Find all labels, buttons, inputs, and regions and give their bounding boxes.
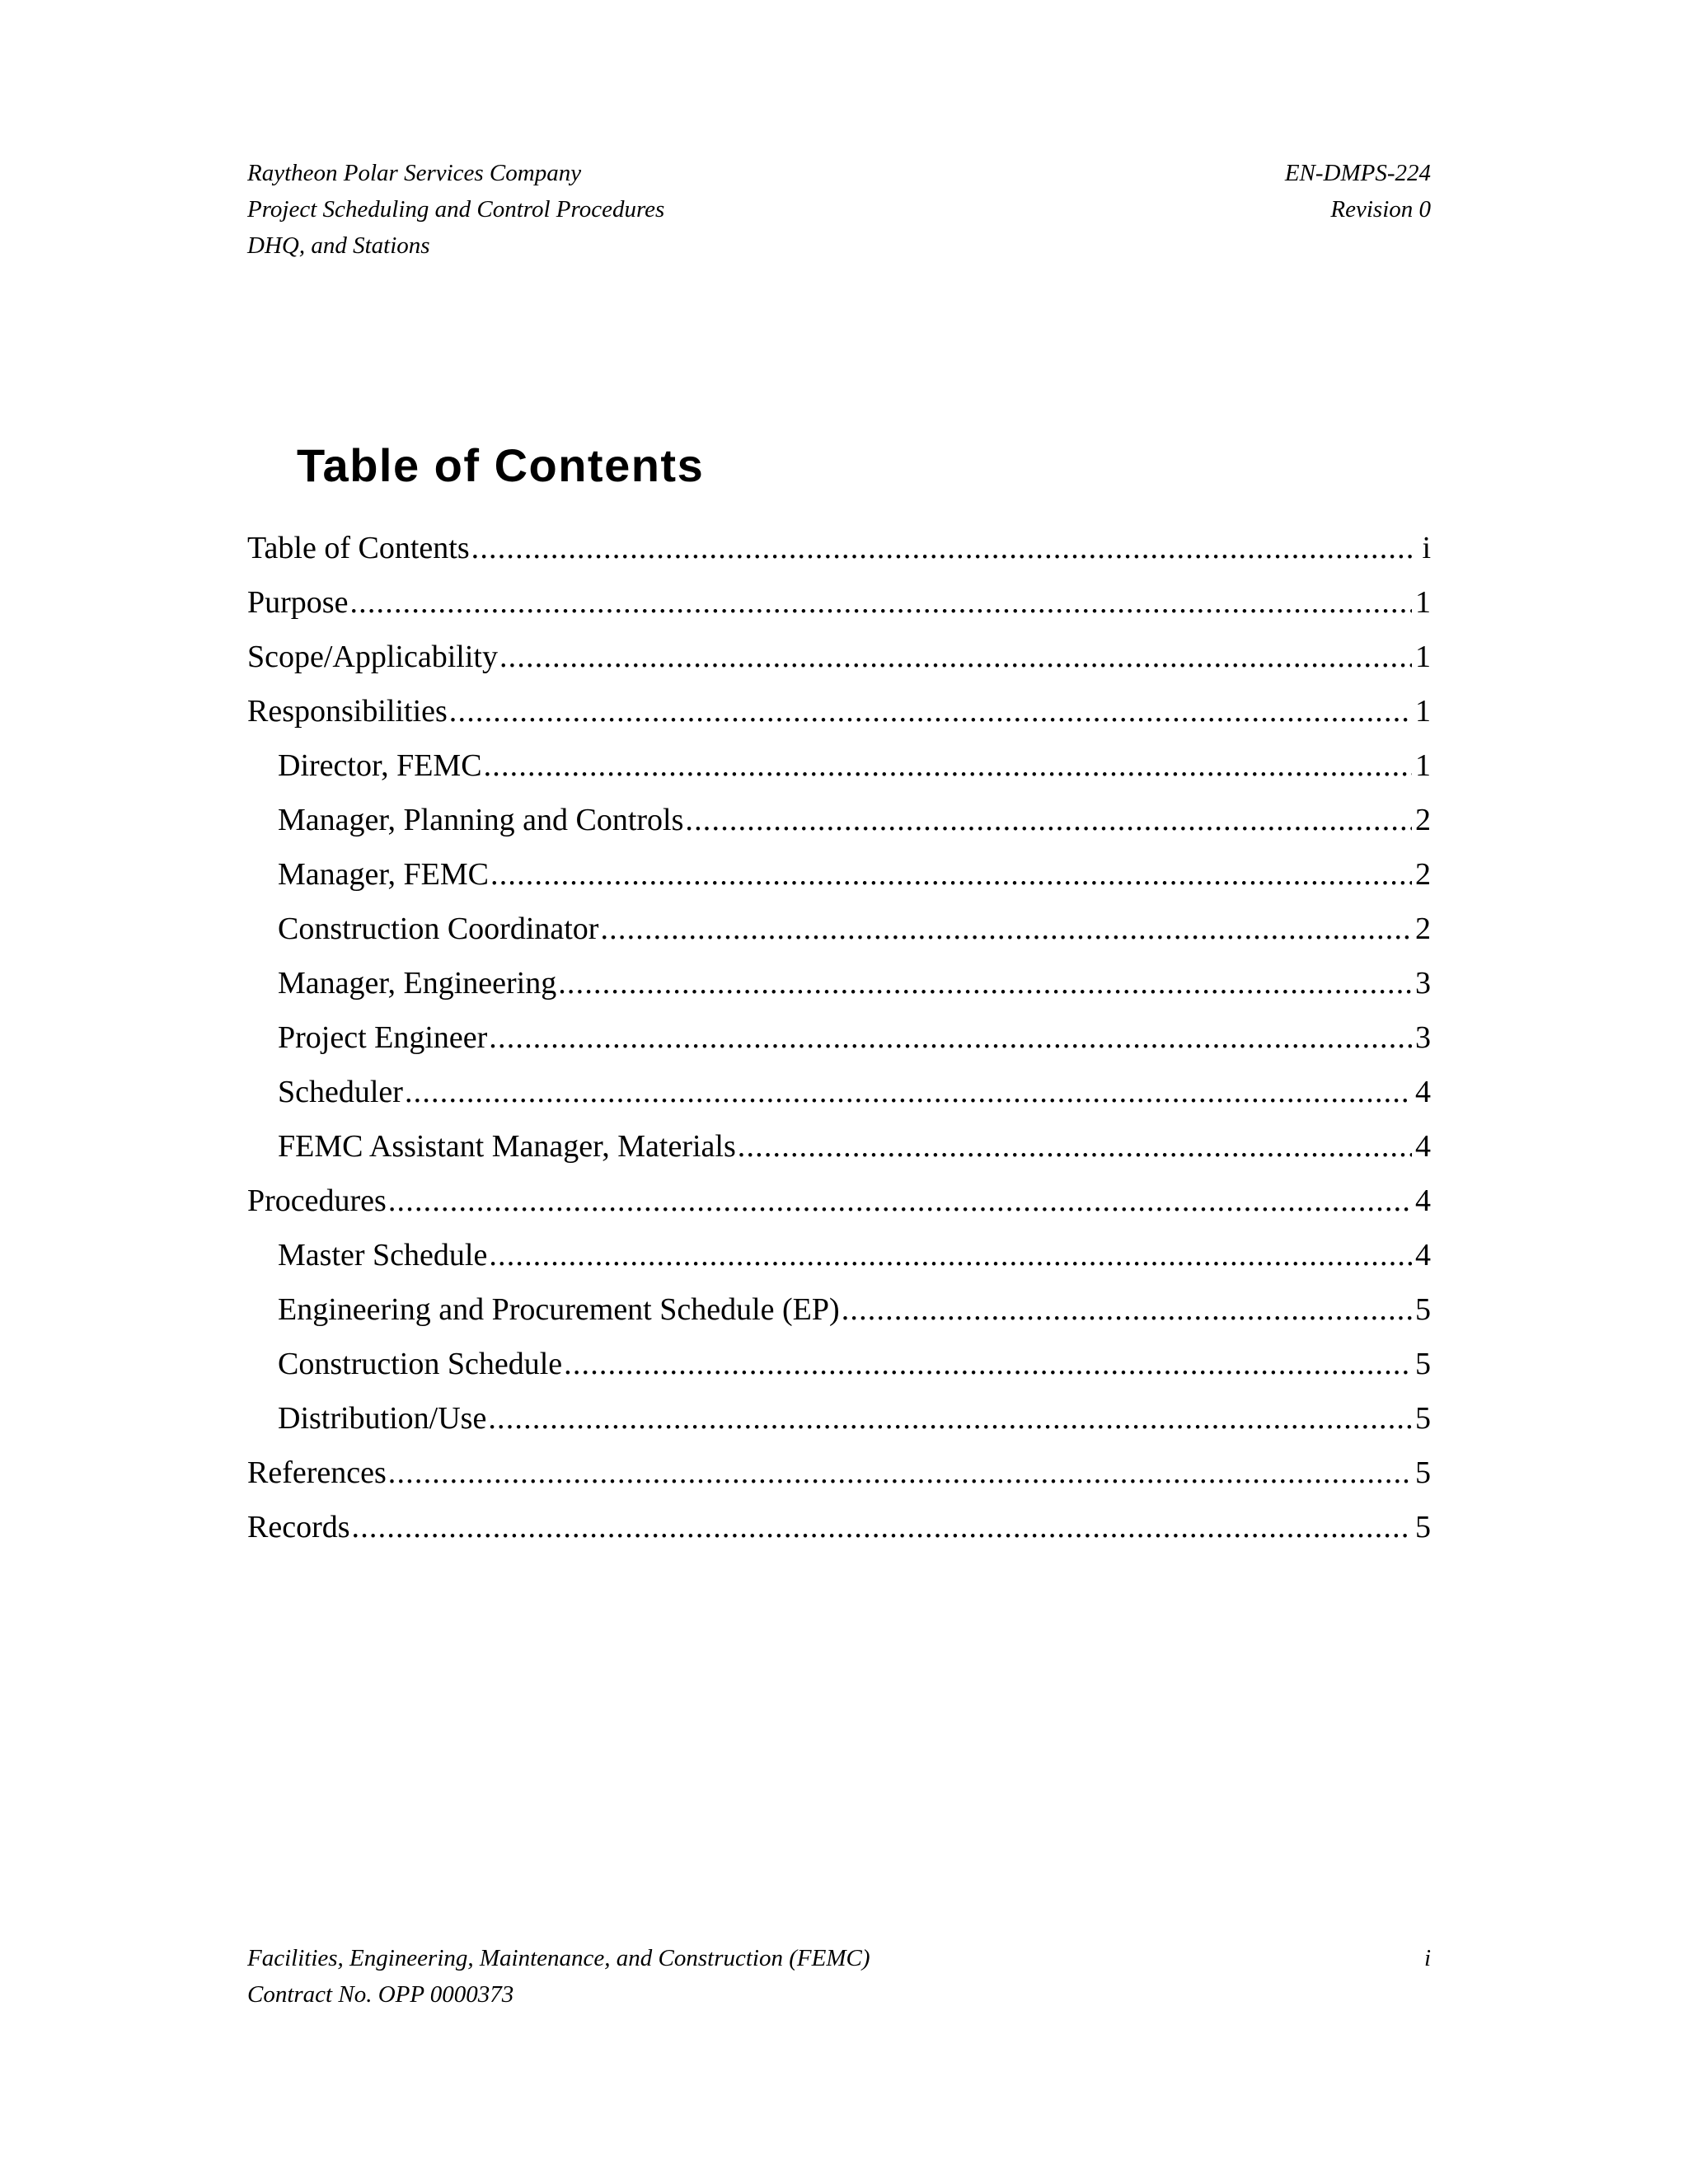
toc-entry-label: Table of Contents — [247, 531, 470, 565]
toc-dot-leader — [405, 1065, 1412, 1119]
toc-entry-label: Master Schedule — [278, 1238, 488, 1272]
toc-entry-label: Project Engineer — [278, 1020, 488, 1055]
toc-entry[interactable] — [247, 1174, 1431, 1228]
toc-entry-page: 4 — [1415, 1238, 1431, 1272]
toc-dot-leader — [685, 793, 1412, 847]
toc-entry-page: 2 — [1415, 803, 1431, 837]
toc-dot-leader — [489, 1228, 1412, 1282]
toc-entry-page: i — [1422, 531, 1431, 565]
toc-entry-page: 4 — [1415, 1183, 1431, 1218]
header-document-title: Project Scheduling and Control Procedures — [247, 196, 665, 223]
toc-entry-label: FEMC Assistant Manager, Materials — [278, 1129, 736, 1164]
header-document-number: EN-DMPS-224 — [1284, 160, 1431, 186]
toc-dot-leader — [499, 630, 1412, 684]
toc-entry[interactable] — [247, 1500, 1431, 1554]
toc-dot-leader — [449, 684, 1412, 738]
toc-dot-leader — [388, 1174, 1412, 1228]
toc-entry-page: 5 — [1415, 1510, 1431, 1544]
toc-entry-page: 2 — [1415, 912, 1431, 946]
header-locations: DHQ, and Stations — [247, 232, 430, 259]
toc-entry-label: Manager, Planning and Controls — [278, 803, 684, 837]
toc-entry-page: 5 — [1415, 1401, 1431, 1436]
toc-entry-label: Responsibilities — [247, 694, 448, 729]
toc-dot-leader — [490, 847, 1412, 902]
toc-dot-leader — [349, 575, 1412, 630]
toc-entry[interactable] — [247, 521, 1431, 575]
footer-contract: Contract No. OPP 0000373 — [247, 1981, 514, 2008]
header-company: Raytheon Polar Services Company — [247, 160, 582, 186]
header-right — [1285, 155, 1431, 227]
toc-entry-label: Manager, FEMC — [278, 857, 489, 892]
toc-entry-label: Procedures — [247, 1183, 387, 1218]
toc-entry-label: Distribution/Use — [278, 1401, 487, 1436]
toc-entry[interactable] — [247, 1337, 1431, 1391]
toc-entry[interactable] — [247, 1282, 1431, 1337]
toc-entry[interactable] — [247, 1228, 1431, 1282]
toc-entry-page: 5 — [1415, 1347, 1431, 1381]
toc-entry[interactable] — [247, 1010, 1431, 1065]
toc-entry[interactable] — [247, 630, 1431, 684]
toc-entry-label: Director, FEMC — [278, 748, 482, 783]
toc-entry-page: 4 — [1415, 1075, 1431, 1109]
toc-entry-page: 1 — [1415, 694, 1431, 729]
toc-entry[interactable] — [247, 847, 1431, 902]
toc-entry-page: 1 — [1415, 748, 1431, 783]
toc-entry[interactable] — [247, 1391, 1431, 1446]
toc-entry-label: Construction Coordinator — [278, 912, 599, 946]
toc-entry-label: Construction Schedule — [278, 1347, 563, 1381]
footer-organization: Facilities, Engineering, Maintenance, and Construction (FEMC) — [247, 1945, 870, 1971]
toc-dot-leader — [388, 1446, 1412, 1500]
toc-entry[interactable] — [247, 793, 1431, 847]
toc-entry-page: 1 — [1415, 585, 1431, 620]
toc-entry[interactable] — [247, 902, 1431, 956]
toc-entry-page: 4 — [1415, 1129, 1431, 1164]
toc-dot-leader — [488, 1391, 1412, 1446]
toc-dot-leader — [352, 1500, 1412, 1554]
header-revision: Revision 0 — [1330, 196, 1431, 223]
toc-dot-leader — [484, 738, 1412, 793]
toc-dot-leader — [738, 1119, 1412, 1174]
toc-entry[interactable] — [247, 1065, 1431, 1119]
toc-dot-leader — [564, 1337, 1412, 1391]
toc-dot-leader — [600, 902, 1412, 956]
toc-dot-leader — [471, 521, 1413, 575]
toc-entry-label: Records — [247, 1510, 350, 1544]
toc-entry-page: 3 — [1415, 1020, 1431, 1055]
toc-entry-label: Scheduler — [278, 1075, 403, 1109]
toc-entry-label: Scope/Applicability — [247, 640, 498, 674]
toc-list — [247, 521, 1431, 1554]
footer-page-number: i — [1423, 1945, 1431, 1971]
header-left — [247, 155, 664, 264]
toc-dot-leader — [489, 1010, 1412, 1065]
toc-entry-page: 2 — [1415, 857, 1431, 892]
toc-entry[interactable] — [247, 1119, 1431, 1174]
toc-dot-leader — [558, 956, 1412, 1010]
toc-entry[interactable] — [247, 575, 1431, 630]
toc-entry[interactable] — [247, 956, 1431, 1010]
toc-entry[interactable] — [247, 1446, 1431, 1500]
toc-entry-label: Purpose — [247, 585, 349, 620]
toc-entry-label: Manager, Engineering — [278, 966, 557, 1001]
footer-left — [247, 1940, 870, 2013]
toc-entry-label: Engineering and Procurement Schedule (EP) — [278, 1292, 840, 1327]
toc-title: Table of Contents — [297, 439, 705, 491]
toc-entry-label: References — [247, 1455, 387, 1490]
toc-entry-page: 5 — [1415, 1292, 1431, 1327]
toc-entry-page: 1 — [1415, 640, 1431, 674]
footer-right — [1424, 1940, 1431, 1976]
toc-entry[interactable] — [247, 684, 1431, 738]
toc-entry-page: 5 — [1415, 1455, 1431, 1490]
toc-dot-leader — [842, 1282, 1412, 1337]
toc-entry[interactable] — [247, 738, 1431, 793]
toc-entry-page: 3 — [1415, 966, 1431, 1001]
